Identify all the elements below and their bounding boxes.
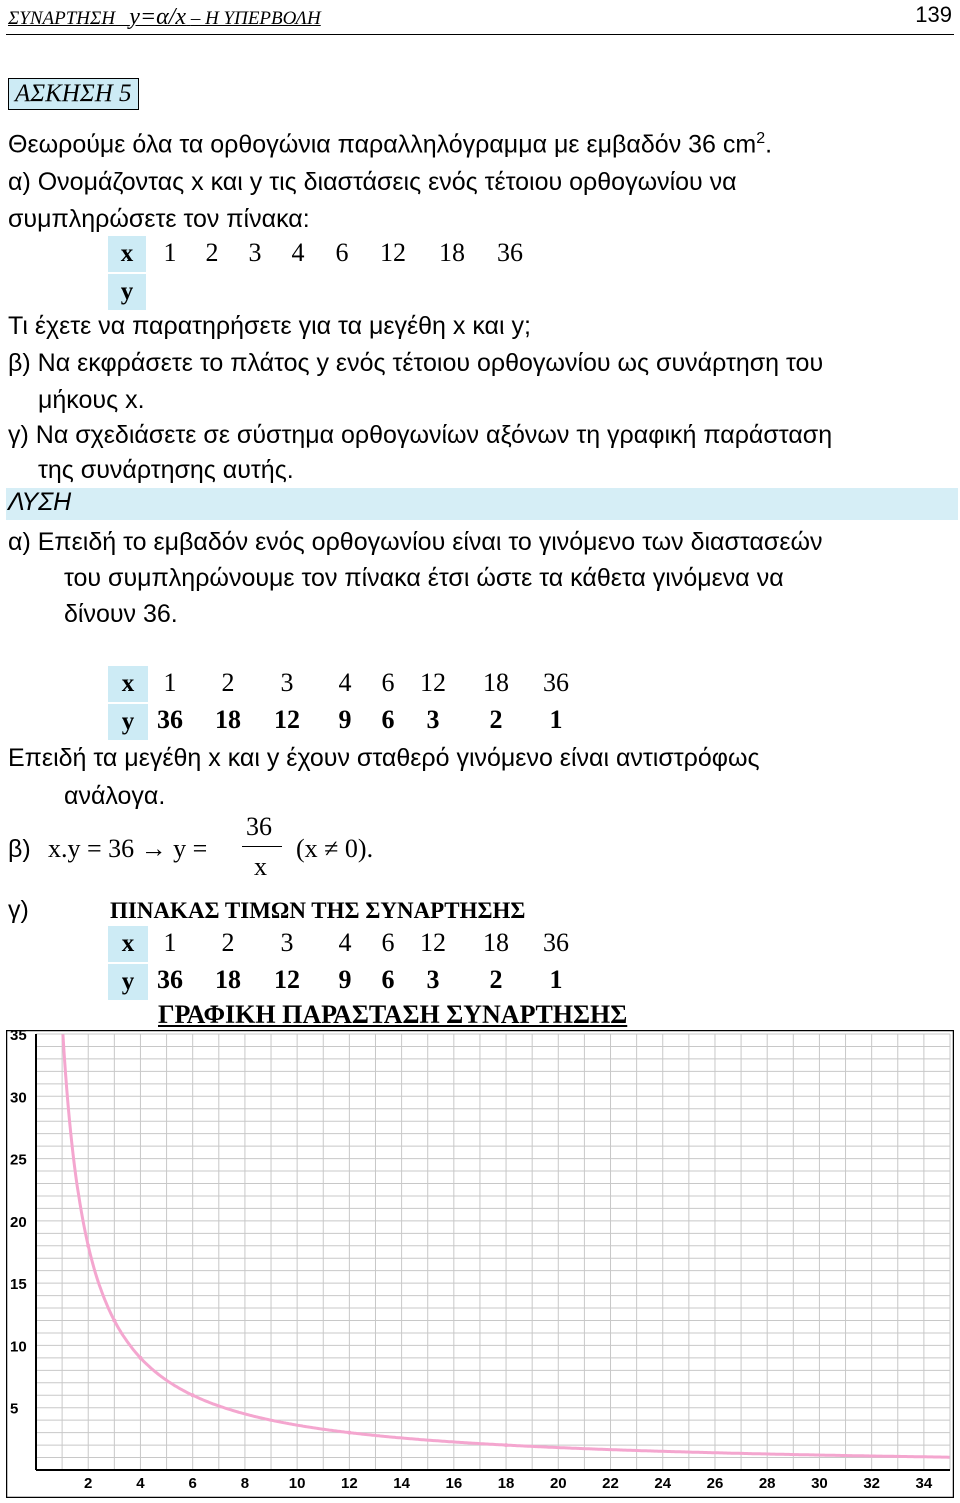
table2-x-cell: 36 xyxy=(543,668,569,697)
graph-title: ΓΡΑΦΙΚΗ ΠΑΡΑΣΤΑΣΗ ΣΥΝΑΡΤΗΣΗΣ xyxy=(158,1000,628,1029)
running-header xyxy=(8,4,321,31)
table1-x-cell: 36 xyxy=(497,238,523,267)
table2-y-cell: 36 xyxy=(157,705,183,734)
table3-y-cell: 36 xyxy=(157,965,183,994)
y-tick-label: 30 xyxy=(10,1089,27,1107)
table1-x-cell: 3 xyxy=(248,238,262,267)
table3-x-cell: 1 xyxy=(163,928,177,957)
table3-y-cell: 9 xyxy=(338,965,352,994)
exercise-title: ΑΣΚΗΣΗ 5 xyxy=(8,78,139,110)
table1-x-cell: 4 xyxy=(291,238,305,267)
formula-denominator: x xyxy=(254,852,267,881)
table1-x-label: x xyxy=(108,236,146,272)
y-tick-label: 20 xyxy=(10,1213,27,1231)
formula-condition: (x ≠ 0). xyxy=(296,834,374,863)
table3-x-cell: 36 xyxy=(543,928,569,957)
table2-y-cell: 2 xyxy=(489,705,503,734)
data-point xyxy=(504,1443,508,1447)
solution-a-line1: α) Επειδή το εμβαδόν ενός ορθογωνίου είναι το γινόμενο των διαστασεών xyxy=(8,528,823,556)
table3-y-cell: 12 xyxy=(274,965,300,994)
formula-numerator: 36 xyxy=(246,812,272,841)
table3-y-cell: 3 xyxy=(426,965,440,994)
x-tick-label: 32 xyxy=(863,1475,881,1492)
x-tick-label: 20 xyxy=(549,1475,567,1492)
data-point xyxy=(138,1356,142,1360)
table2-y-cell: 1 xyxy=(549,705,563,734)
table1-x-cell: 2 xyxy=(205,238,219,267)
data-point xyxy=(191,1393,195,1397)
question-a-line2: συμπληρώσετε τον πίνακα: xyxy=(8,205,310,233)
table1-x-cell: 18 xyxy=(439,238,465,267)
solution-b-label: β) xyxy=(8,835,31,863)
table2-x-cell: 2 xyxy=(221,668,235,697)
x-tick-label: 28 xyxy=(758,1475,776,1492)
table3-x-cell: 18 xyxy=(483,928,509,957)
solution-a-line2: του συμπληρώνουμε τον πίνακα έτσι ώστε τα κάθετα γινόμενα να xyxy=(64,564,784,592)
x-tick-label: 10 xyxy=(288,1475,306,1492)
table3-x-cell: 3 xyxy=(280,928,294,957)
header-formula: y=α/x xyxy=(129,4,187,30)
formula-fraction-bar xyxy=(242,846,282,847)
table2-x-cell: 18 xyxy=(483,668,509,697)
header-suffix: – Η ΥΠΕΡΒΟΛΗ xyxy=(190,8,321,29)
conclusion-line2: ανάλογα. xyxy=(64,782,166,810)
function-graph xyxy=(6,1030,954,1498)
data-point xyxy=(347,1431,351,1435)
table3-y-cell: 1 xyxy=(549,965,563,994)
solution-a-line3: δίνουν 36. xyxy=(64,600,178,628)
table2-x-cell: 4 xyxy=(338,668,352,697)
header-prefix: ΣΥΝΑΡΤΗΣΗ xyxy=(8,8,116,29)
y-tick-label: 35 xyxy=(10,1030,27,1044)
solution-heading: ΛΥΣΗ xyxy=(8,488,72,516)
y-tick-label: 15 xyxy=(10,1276,27,1294)
exercise-intro xyxy=(8,130,772,159)
question-c-line2: της συνάρτησης αυτής. xyxy=(38,456,294,484)
x-tick-label: 26 xyxy=(706,1475,724,1492)
intro-end: . xyxy=(765,130,773,159)
table2-y-label: y xyxy=(108,704,148,740)
x-tick-label: 18 xyxy=(497,1475,515,1492)
table3-x-cell: 2 xyxy=(221,928,235,957)
table2-x-cell: 12 xyxy=(420,668,446,697)
table3-y-cell: 6 xyxy=(381,965,395,994)
table2-x-cell: 1 xyxy=(163,668,177,697)
data-point xyxy=(86,1244,90,1248)
header-rule xyxy=(6,34,954,35)
table3-x-label: x xyxy=(108,926,148,962)
table2-x-cell: 6 xyxy=(381,668,395,697)
intro-text: Θεωρούμε όλα τα ορθογώνια παραλληλόγραμμα με εμβαδόν 36 cm xyxy=(8,130,757,159)
table1-x-cell: 1 xyxy=(163,238,177,267)
table3-y-cell: 2 xyxy=(489,965,503,994)
x-tick-label: 2 xyxy=(84,1475,93,1492)
table1-x-cell: 6 xyxy=(335,238,349,267)
table2-y-cell: 3 xyxy=(426,705,440,734)
y-tick-label: 5 xyxy=(10,1400,19,1418)
table3-x-cell: 4 xyxy=(338,928,352,957)
question-b-line2: μήκους x. xyxy=(38,386,145,414)
question-c-line1: γ) Να σχεδιάσετε σε σύστημα ορθογωνίων αξόνων τη γραφική παράσταση xyxy=(8,421,833,449)
question-a-line1: α) Ονομάζοντας x και y τις διαστάσεις ενός τέτοιου ορθογωνίου να xyxy=(8,168,737,196)
table2-x-label: x xyxy=(108,666,148,702)
table1-x-cell: 12 xyxy=(380,238,406,267)
x-tick-label: 30 xyxy=(811,1475,828,1492)
question-observe: Τι έχετε να παρατηρήσετε για τα μεγέθη x και y; xyxy=(8,312,531,340)
table2-y-cell: 6 xyxy=(381,705,395,734)
page-number: 139 xyxy=(915,2,952,27)
table2-y-cell: 18 xyxy=(215,705,241,734)
solution-c-label: γ) xyxy=(8,896,29,924)
table2-y-cell: 12 xyxy=(274,705,300,734)
x-tick-label: 12 xyxy=(341,1475,358,1492)
x-tick-label: 34 xyxy=(915,1475,933,1492)
table3-y-cell: 18 xyxy=(215,965,241,994)
data-point xyxy=(112,1319,116,1323)
solution-heading-bar xyxy=(6,488,958,520)
y-tick-label: 25 xyxy=(10,1151,27,1169)
table2-y-cell: 9 xyxy=(338,705,352,734)
x-tick-label: 24 xyxy=(654,1475,672,1492)
table2-x-cell: 3 xyxy=(280,668,294,697)
y-tick-label: 10 xyxy=(10,1338,27,1356)
question-b-line1: β) Να εκφράσετε το πλάτος y ενός τέτοιου ορθογωνίου ως συνάρτηση του xyxy=(8,349,824,377)
table1-y-label: y xyxy=(108,274,146,310)
x-tick-label: 16 xyxy=(445,1475,463,1492)
x-tick-label: 6 xyxy=(188,1475,197,1492)
x-tick-label: 4 xyxy=(136,1475,145,1492)
values-table-title: ΠΙΝΑΚΑΣ ΤΙΜΩΝ ΤΗΣ ΣΥΝΑΡΤΗΣΗΣ xyxy=(110,898,526,923)
x-tick-label: 14 xyxy=(393,1475,410,1492)
table3-x-cell: 6 xyxy=(381,928,395,957)
table3-x-cell: 12 xyxy=(420,928,446,957)
intro-superscript: 2 xyxy=(756,130,766,147)
x-tick-label: 22 xyxy=(602,1475,619,1492)
conclusion-line1: Επειδή τα μεγέθη x και y έχουν σταθερό γινόμενο είναι αντιστρόφως xyxy=(8,744,760,772)
table3-y-label: y xyxy=(108,964,148,1000)
formula-expression: x.y = 36 → y = xyxy=(48,834,208,863)
x-tick-label: 8 xyxy=(240,1475,250,1492)
